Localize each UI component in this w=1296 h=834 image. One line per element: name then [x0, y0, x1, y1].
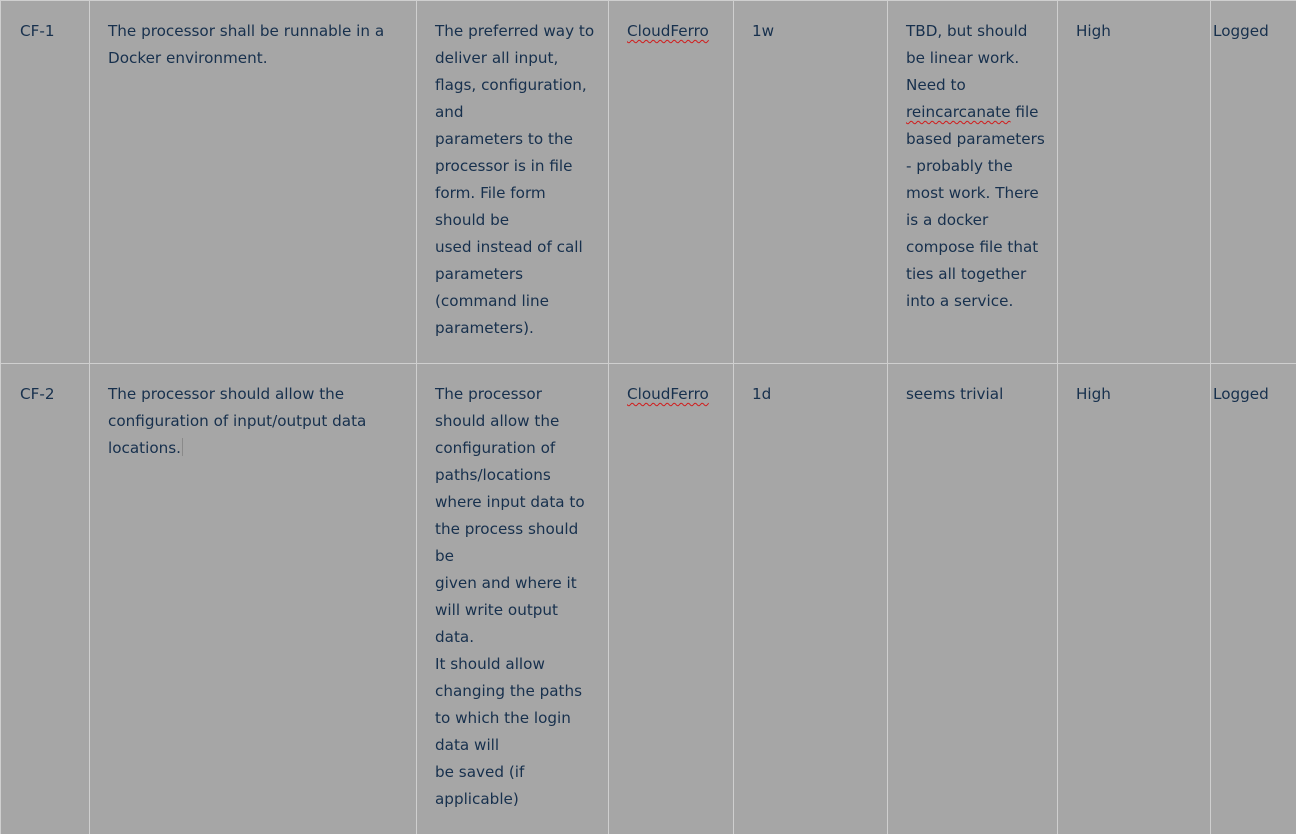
- comment-text-start: TBD, but should be linear work. Need to: [906, 22, 1028, 94]
- effort-text: 1d: [752, 385, 772, 403]
- requirement-id: CF-1: [20, 22, 55, 40]
- description-text: The preferred way to deliver all input, flags, configuration, and parameters to the processor is in file form. File form should be used instead of call parameters (command line parameters).: [435, 22, 595, 337]
- comment-text: seems trivial: [906, 385, 1004, 403]
- cell-priority[interactable]: [1058, 1, 1211, 364]
- text-cursor: [182, 438, 183, 456]
- cell-effort[interactable]: [734, 1, 888, 364]
- cell-comment[interactable]: [888, 1, 1058, 364]
- description-text: The processor should allow the configuration of paths/locations where input data to the process should be given and where it will write output data. It should allow changing the paths to which the login data will be saved (if applicable): [435, 385, 585, 808]
- cell-comment[interactable]: [888, 364, 1058, 834]
- cell-status[interactable]: [1211, 364, 1296, 834]
- status-text: Logged: [1213, 22, 1269, 40]
- cell-status[interactable]: [1211, 1, 1296, 364]
- table-row: [1, 364, 1296, 834]
- effort-text: 1w: [752, 22, 775, 40]
- cell-id[interactable]: [1, 1, 90, 364]
- requirement-id: CF-2: [20, 385, 55, 403]
- cell-requirement[interactable]: [90, 1, 417, 364]
- cell-description[interactable]: [417, 364, 609, 834]
- cell-effort[interactable]: [734, 364, 888, 834]
- cell-id[interactable]: [1, 364, 90, 834]
- cell-owner[interactable]: [609, 1, 734, 364]
- owner-text: CloudFerro: [627, 22, 709, 40]
- cell-requirement[interactable]: [90, 364, 417, 834]
- requirement-text: The processor should allow the configuration of input/output data locations.: [108, 385, 367, 457]
- misspelled-word: reincarcanate: [906, 103, 1011, 121]
- table-row: [1, 1, 1296, 364]
- comment-text-end: file based parameters - probably the most work. There is a docker compose file that ties all together into a service.: [906, 103, 1045, 310]
- status-text: Logged: [1213, 385, 1269, 403]
- cell-description[interactable]: [417, 1, 609, 364]
- requirement-text: The processor shall be runnable in a Docker environment.: [108, 22, 385, 67]
- cell-priority[interactable]: [1058, 364, 1211, 834]
- owner-text: CloudFerro: [627, 385, 709, 403]
- cell-owner[interactable]: [609, 364, 734, 834]
- priority-text: High: [1076, 22, 1111, 40]
- priority-text: High: [1076, 385, 1111, 403]
